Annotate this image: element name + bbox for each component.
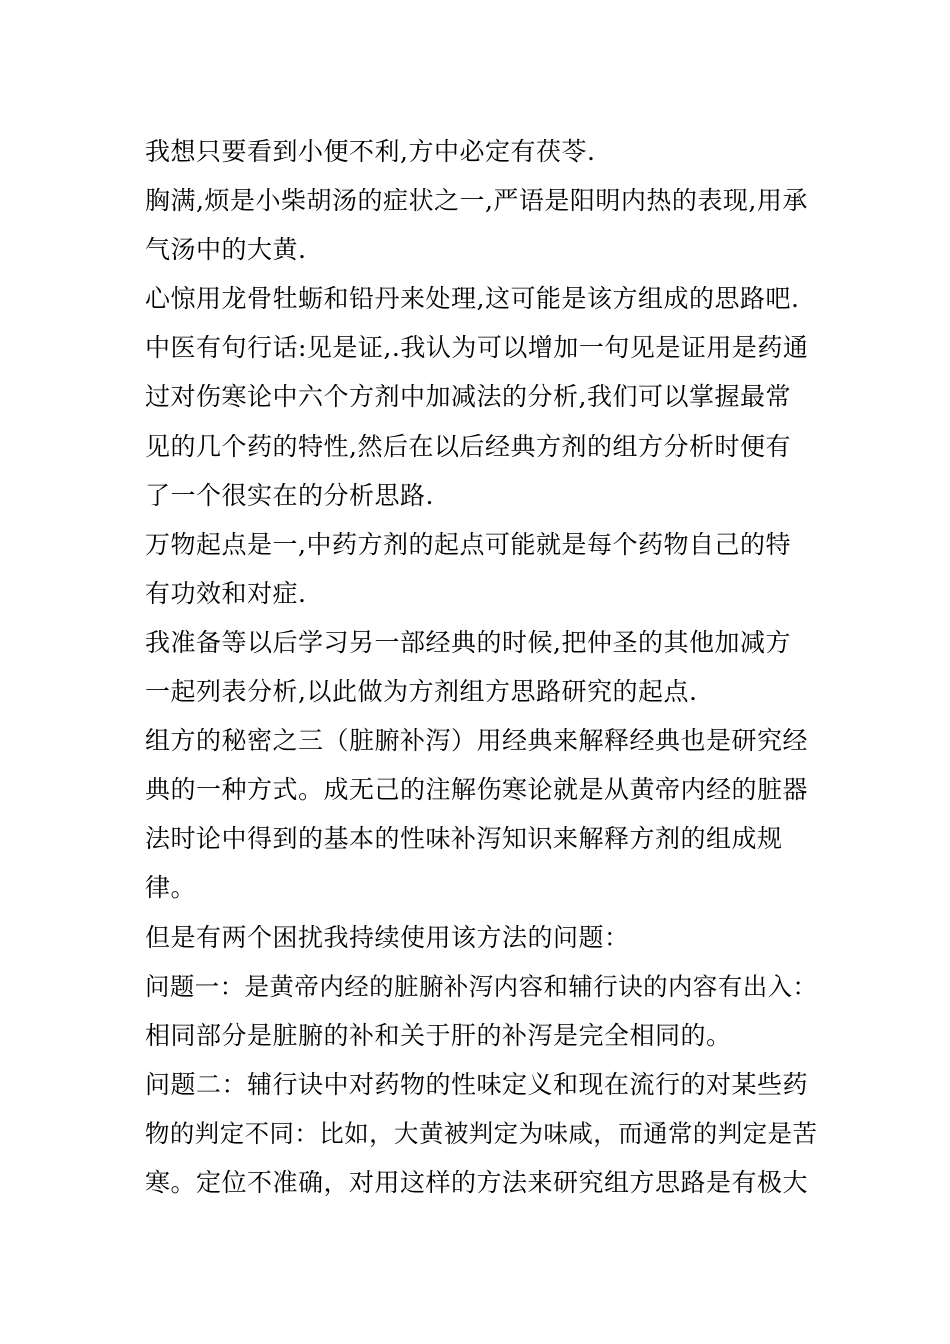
text-line: 一起列表分析,以此做为方剂组方思路研究的起点. bbox=[145, 677, 698, 707]
text-line: 问题一：是黄帝内经的脏腑补泻内容和辅行诀的内容有出入： bbox=[145, 971, 818, 1001]
text-line: 了一个很实在的分析思路. bbox=[145, 480, 434, 510]
text-line: 相同部分是脏腑的补和关于肝的补泻是完全相同的。 bbox=[145, 1020, 732, 1050]
text-line: 问题二：辅行诀中对药物的性味定义和现在流行的对某些药 bbox=[145, 1069, 809, 1099]
text-line: 气汤中的大黄. bbox=[145, 235, 307, 265]
text-line: 万物起点是一,中药方剂的起点可能就是每个药物自己的特 bbox=[145, 529, 791, 559]
text-line: 律。 bbox=[145, 873, 197, 903]
text-line: 我准备等以后学习另一部经典的时候,把仲圣的其他加减方 bbox=[145, 627, 791, 657]
document-body bbox=[145, 127, 825, 1207]
text-line: 但是有两个困扰我持续使用该方法的问题： bbox=[145, 922, 630, 952]
text-line: 我想只要看到小便不利,方中必定有茯苓. bbox=[145, 137, 596, 166]
text-line: 中医有句行话:见是证,.我认为可以增加一句见是证用是药通 bbox=[145, 333, 809, 363]
text-line: 胸满,烦是小柴胡汤的症状之一,严语是阳明内热的表现,用承 bbox=[145, 186, 808, 216]
text-line: 有功效和对症. bbox=[145, 578, 307, 608]
text-line: 见的几个药的特性,然后在以后经典方剂的组方分析时便有 bbox=[145, 431, 791, 461]
text-line: 心惊用龙骨牡蛎和铅丹来处理,这可能是该方组成的思路吧. bbox=[145, 284, 800, 314]
text-line: 物的判定不同：比如，大黄被判定为味咸，而通常的判定是苦 bbox=[145, 1118, 818, 1148]
text-line: 寒。定位不准确，对用这样的方法来研究组方思路是有极大 bbox=[145, 1167, 809, 1197]
text-line: 法时论中得到的基本的性味补泻知识来解释方剂的组成规 bbox=[145, 824, 783, 854]
text-line: 过对伤寒论中六个方剂中加减法的分析,我们可以掌握最常 bbox=[145, 382, 791, 412]
text-line: 组方的秘密之三（脏腑补泻）用经典来解释经典也是研究经 bbox=[145, 726, 809, 756]
text-line: 典的一种方式。成无己的注解伤寒论就是从黄帝内经的脏器 bbox=[145, 775, 809, 805]
